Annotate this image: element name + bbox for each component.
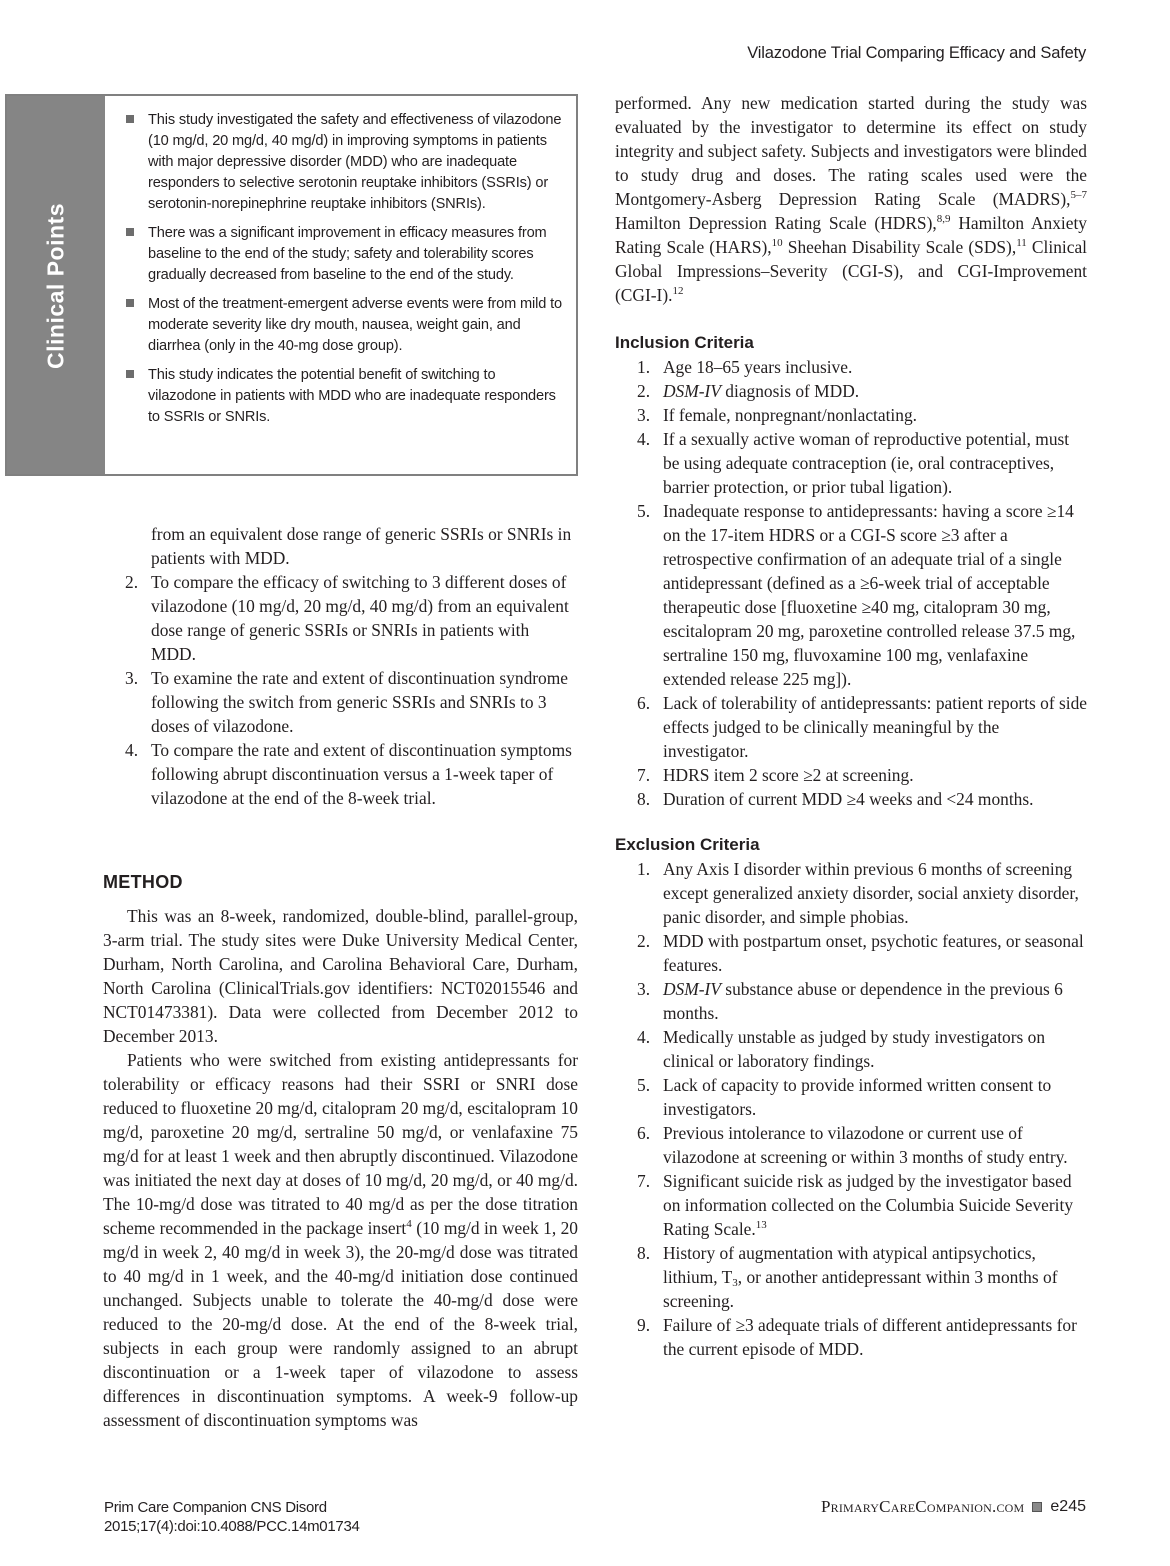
reference-superscript: 4 (406, 1218, 412, 1230)
objective-item: 4. To compare the rate and extent of discontinuation symptoms following abrupt discontinuation versus a 1-week taper of vilazodone at the end of the 8-week trial. (125, 740, 572, 808)
clinical-points-sidebar (7, 96, 105, 474)
method-paragraph-1: This was an 8-week, randomized, double-blind, parallel-group, 3-arm trial. The study sites were Duke University Medical Center, Durham, North Carolina, and Carolina Behavioral Care, Durham, North Carolina (ClinicalTrials.gov identifiers: NCT02015546 and NCT01473381). Data were collected from December 2012 to December 2013. (103, 906, 578, 1046)
exclusion-item: 3. DSM-IV substance abuse or dependence in the previous 6 months. (637, 979, 1063, 1023)
method-paragraph-2: Patients who were switched from existing antidepressants for tolerability or efficacy reasons had their SSRI or SNRI dose reduced to fluoxetine 20 mg/d, citalopram 20 mg/d, escitalopram 10 mg/d, paroxetine 20 mg/d, sertraline 50 mg/d, or venlafaxine 75 mg/d for at least 1 week and then abruptly discontinued. Vilazodone was initiated the next day at doses of 10 mg/d, 20 mg/d, or 40 mg/d. The 10-mg/d dose was titrated to 40 mg/d as per the dose titration scheme recommended in the package insert$^4$ (10 mg/d in week 1, 20 mg/d in week 2, 40 mg/d in week 3), the 20-mg/d dose was titrated to 40 mg/d in 1 week, and the 40-mg/d initiation dose continued unchanged. Subjects unable to tolerate the 40-mg/d dose were reduced to the 20-mg/d dose. At the end of the 8-week trial, subjects in each group were randomly assigned to an abrupt discontinuation or a 1-week taper of vilazodone to assess differences in discontinuation symptoms. A week-9 follow-up assessment of discontinuation symptoms was (103, 1050, 578, 1430)
exclusion-item: 2. MDD with postpartum onset, psychotic features, or seasonal features. (637, 931, 1084, 975)
clinical-point: Most of the treatment-emergent adverse events were from mild to moderate severity like dry mouth, nausea, weight gain, and diarrhea (only in the 40-mg dose group). (123, 294, 565, 357)
clinical-point: This study indicates the potential benefit of switching to vilazodone in patients with MDD who are inadequate responders to SSRIs or SNRIs. (123, 365, 565, 428)
inclusion-item: 3. If female, nonpregnant/nonlactating. (637, 405, 917, 425)
footer-citation (104, 1498, 360, 1536)
clinical-points-box (5, 94, 578, 476)
exclusion-item: 5. Lack of capacity to provide informed written consent to investigators. (637, 1075, 1052, 1119)
clinical-points-list (123, 110, 565, 436)
objective-item: 2. To compare the efficacy of switching to 3 different doses of vilazodone (10 mg/d, 20 mg/d, 40 mg/d) from an equivalent dose range of generic SSRIs or SNRIs in patients with MDD. (125, 572, 569, 664)
inclusion-item: 8. Duration of current MDD ≥4 weeks and <24 months. (637, 789, 1034, 809)
rating-scales-paragraph: performed. Any new medication started during the study was evaluated by the investigator to determine its effect on study integrity and subject safety. Subjects and investigators were blinded to study drug and doses. The rating scales used were the Montgomery-Asberg Depression Rating Scale (MADRS),$^{5-7}$ Hamilton Depression Rating Scale (HDRS),$^{8,9}$ Hamilton Anxiety Rating Scale (HARS),$^{10}$ Sheehan Disability Scale (SDS),$^{11}$ Clinical Global Impressions–Severity (CGI-S), and CGI-Improvement (CGI-I).$^{12}$ (615, 93, 1087, 305)
inclusion-criteria-list (615, 355, 1087, 811)
method-heading: METHOD (103, 872, 183, 892)
exclusion-item: 7. Significant suicide risk as judged by the investigator based on information collected on the Columbia Suicide Severity Rating Scale.$^{13}$ (637, 1171, 1074, 1239)
inclusion-item: 5. Inadequate response to antidepressants: having a score ≥14 on the 17-item HDRS or a CGI-S score ≥3 after a retrospective confirmation of an adequate trial of a single antidepressant (defined as a ≥6-week trial of acceptable therapeutic dose [fluoxetine ≥40 mg, citalopram 30 mg, escitalopram 20 mg, paroxetine controlled release 37.5 mg, sertraline 150 mg, fluvoxamine 100 mg, venlafaxine extended release 225 mg]). (637, 501, 1076, 689)
exclusion-item: 8. History of augmentation with atypical antipsychotics, lithium, $T_3$, or another antidepressant within 3 months of screening. (637, 1243, 1058, 1311)
clinical-point: There was a significant improvement in efficacy measures from baseline to the end of the study; safety and tolerability scores gradually decreased from baseline to the end of the study. (123, 223, 565, 286)
inclusion-item: 1. Age 18–65 years inclusive. (637, 357, 853, 377)
square-bullet-icon (126, 115, 134, 123)
running-title: Vilazodone Trial Comparing Efficacy and Safety (747, 44, 1086, 62)
doi-citation: 2015;17(4):doi:10.4088/PCC.14m01734 (104, 1518, 360, 1535)
objective-item: 3. To examine the rate and extent of discontinuation syndrome following the switch from generic SSRIs and SNRIs to 3 doses of vilazodone. (125, 668, 569, 736)
journal-website: PrimaryCareCompanion.com (820, 1497, 1025, 1516)
clinical-points-label: Clinical Points (42, 203, 69, 369)
inclusion-item: 4. If a sexually active woman of reproductive potential, must be using adequate contraception (ie, oral contraceptives, barrier protection, or prior tubal ligation). (637, 429, 1070, 497)
objectives-list (103, 522, 578, 810)
exclusion-item: 1. Any Axis I disorder within previous 6 months of screening except generalized anxiety disorder, social anxiety disorder, panic disorder, and simple phobias. (637, 859, 1079, 927)
reference-superscript: 13 (755, 1219, 767, 1231)
exclusion-criteria-heading: Exclusion Criteria (615, 835, 760, 854)
square-separator-icon (1032, 1502, 1042, 1512)
page-number: e245 (1050, 1498, 1086, 1515)
footer-site-page (821, 1497, 1086, 1517)
exclusion-item: 4. Medically unstable as judged by study investigators on clinical or laboratory findings. (637, 1027, 1046, 1071)
exclusion-item: 6. Previous intolerance to vilazodone or current use of vilazodone at screening or within 3 months of study entry. (637, 1123, 1068, 1167)
square-bullet-icon (126, 370, 134, 378)
objective-item-1-continued: from an equivalent dose range of generic SSRIs or SNRIs in patients with MDD. (151, 524, 572, 568)
exclusion-criteria-list (615, 857, 1087, 1361)
inclusion-criteria-heading: Inclusion Criteria (615, 333, 754, 352)
exclusion-item: 9. Failure of ≥3 adequate trials of different antidepressants for the current episode of MDD. (637, 1315, 1077, 1359)
inclusion-item: 6. Lack of tolerability of antidepressants: patient reports of side effects judged to be clinically meaningful by the investigator. (637, 693, 1088, 761)
right-column (615, 91, 1087, 1361)
inclusion-item: 7. HDRS item 2 score ≥2 at screening. (637, 765, 914, 785)
square-bullet-icon (126, 228, 134, 236)
clinical-point: This study investigated the safety and effectiveness of vilazodone (10 mg/d, 20 mg/d, 40 mg/d) in improving symptoms in patients with major depressive disorder (MDD) who are inadequate responders to selective serotonin reuptake inhibitors (SSRIs) or serotonin-norepinephrine reuptake inhibitors (SNRIs). (123, 110, 565, 215)
inclusion-item: 2. DSM-IV diagnosis of MDD. (637, 381, 860, 401)
journal-name: Prim Care Companion CNS Disord (104, 1499, 327, 1516)
square-bullet-icon (126, 299, 134, 307)
method-section (103, 870, 578, 1432)
